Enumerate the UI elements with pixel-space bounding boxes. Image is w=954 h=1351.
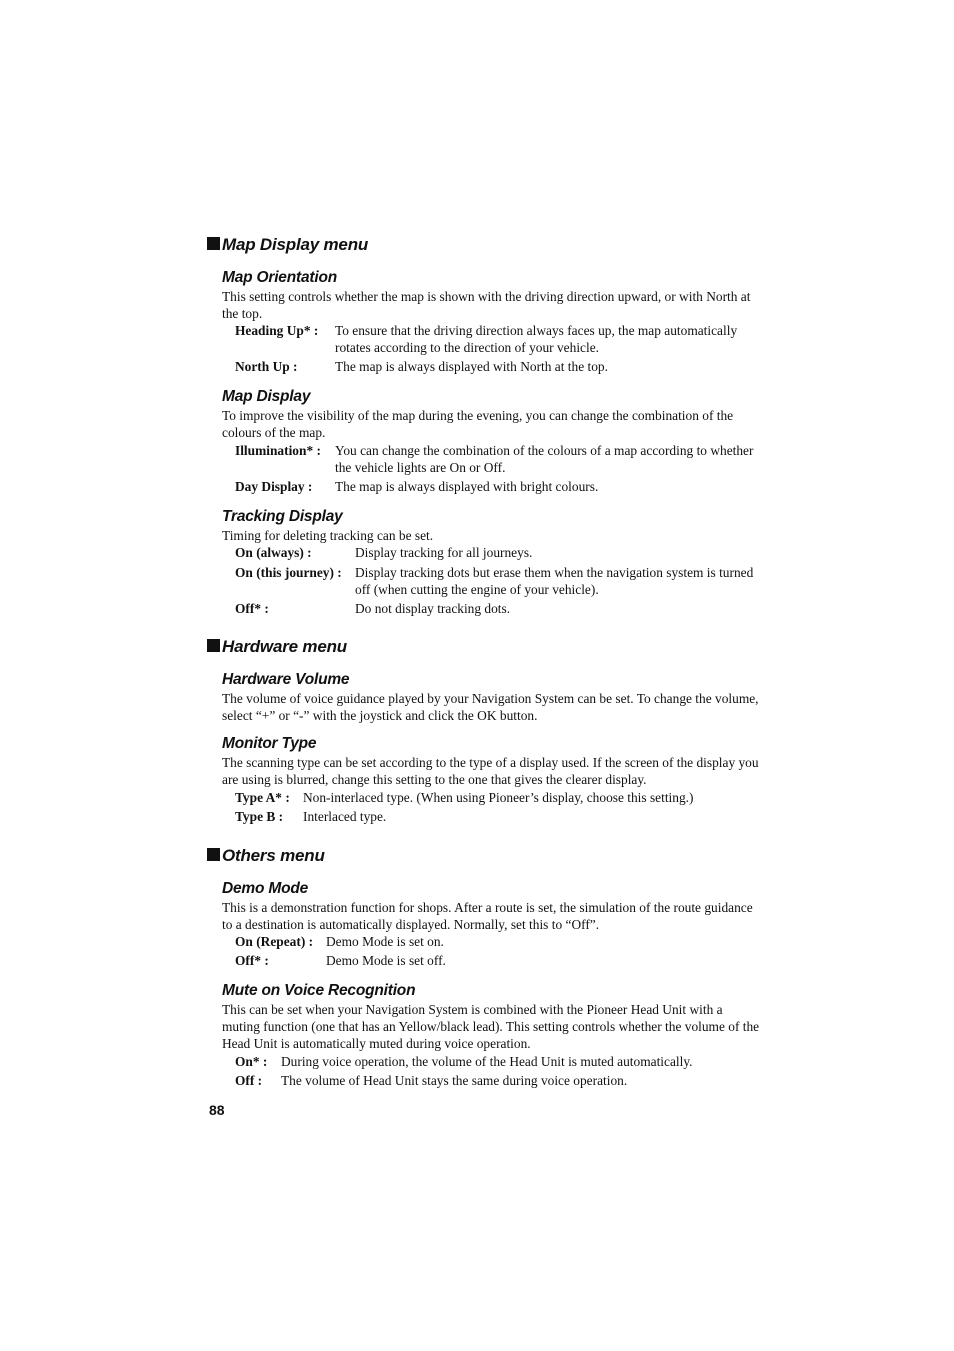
option-label: Type A* : (235, 790, 290, 805)
option-description: To ensure that the driving direction always faces up, the map automatically rotates according to the direction of your vehicle. (335, 323, 738, 355)
option-description: The volume of Head Unit stays the same during voice operation. (281, 1073, 628, 1088)
option-tracking-off (235, 600, 762, 617)
option-label: Illumination* : (235, 443, 321, 458)
subheading-monitor-type: Monitor Type (222, 735, 317, 752)
option-heading-up (235, 322, 762, 356)
option-label: Heading Up* : (235, 323, 319, 338)
option-description: The map is always displayed with bright colours. (335, 479, 599, 494)
subheading-map-orientation: Map Orientation (222, 269, 337, 286)
option-illumination (235, 442, 762, 476)
option-description: Display tracking for all journeys. (355, 545, 533, 560)
bullet-square-icon (207, 639, 220, 652)
option-description: During voice operation, the volume of the Head Unit is muted automatically. (281, 1054, 693, 1069)
option-description: You can change the combination of the colours of a map according to whether the vehicle lights are On or Off. (335, 443, 754, 475)
paragraph-map-orientation: This setting controls whether the map is shown with the driving direction upward, or with North at the top. (222, 289, 751, 321)
option-type-b (235, 808, 762, 825)
subheading-mute-voice-recognition: Mute on Voice Recognition (222, 982, 416, 999)
subheading-demo-mode: Demo Mode (222, 880, 309, 897)
option-label: Type B : (235, 809, 284, 824)
option-label: On (Repeat) : (235, 934, 314, 949)
paragraph-hardware-volume: The volume of voice guidance played by your Navigation System can be set. To change the volume, select “+” or “-” with the joystick and click the OK button. (222, 691, 759, 723)
paragraph-monitor-type: The scanning type can be set according to the type of a display used. If the screen of the display you are using is blurred, change this setting to the one that gives the clearer display. (222, 755, 759, 787)
paragraph-map-display: To improve the visibility of the map during the evening, you can change the combination of the colours of the map. (222, 408, 734, 440)
option-label: On* : (235, 1054, 268, 1069)
option-on-repeat (235, 933, 762, 950)
option-description: Non-interlaced type. (When using Pioneer’s display, choose this setting.) (303, 790, 694, 805)
option-north-up (235, 358, 762, 375)
option-label: Off* : (235, 953, 269, 968)
option-label: Day Display : (235, 479, 313, 494)
bullet-square-icon (207, 848, 220, 861)
option-mute-on (235, 1053, 762, 1070)
subheading-hardware-volume: Hardware Volume (222, 671, 350, 688)
option-label: On (always) : (235, 545, 312, 560)
subheading-tracking-display: Tracking Display (222, 508, 343, 525)
option-description: Display tracking dots but erase them when the navigation system is turned off (when cutting the engine of your vehicle). (355, 565, 754, 597)
option-mute-off (235, 1072, 762, 1089)
option-label: On (this journey) : (235, 565, 342, 580)
option-demo-off (235, 952, 762, 969)
paragraph-demo-mode: This is a demonstration function for shops. After a route is set, the simulation of the route guidance to a destination is automatically displayed. Normally, set this to “Off”. (222, 900, 753, 932)
paragraph-tracking-display: Timing for deleting tracking can be set. (222, 528, 434, 543)
option-description: Demo Mode is set off. (326, 953, 446, 968)
paragraph-mute-voice-recognition: This can be set when your Navigation System is combined with the Pioneer Head Unit with a muting function (one that has an Yellow/black lead). This setting controls whether the volume of the Head Unit is automatically muted during voice operation. (222, 1002, 760, 1051)
option-description: Interlaced type. (303, 809, 387, 824)
page-number: 88 (209, 1102, 225, 1118)
subheading-map-display: Map Display (222, 388, 311, 405)
section-heading-map-display: Map Display menu (207, 235, 368, 255)
option-label: Off* : (235, 601, 269, 616)
section-heading-others: Others menu (207, 846, 325, 866)
option-label: Off : (235, 1073, 263, 1088)
option-label: North Up : (235, 359, 298, 374)
option-description: Demo Mode is set on. (326, 934, 444, 949)
option-day-display (235, 478, 762, 495)
option-type-a (235, 789, 762, 806)
bullet-square-icon (207, 237, 220, 250)
option-description: The map is always displayed with North at the top. (335, 359, 608, 374)
option-description: Do not display tracking dots. (355, 601, 511, 616)
option-on-always (235, 544, 762, 561)
section-heading-hardware: Hardware menu (207, 637, 347, 657)
option-on-this-journey (235, 564, 762, 598)
